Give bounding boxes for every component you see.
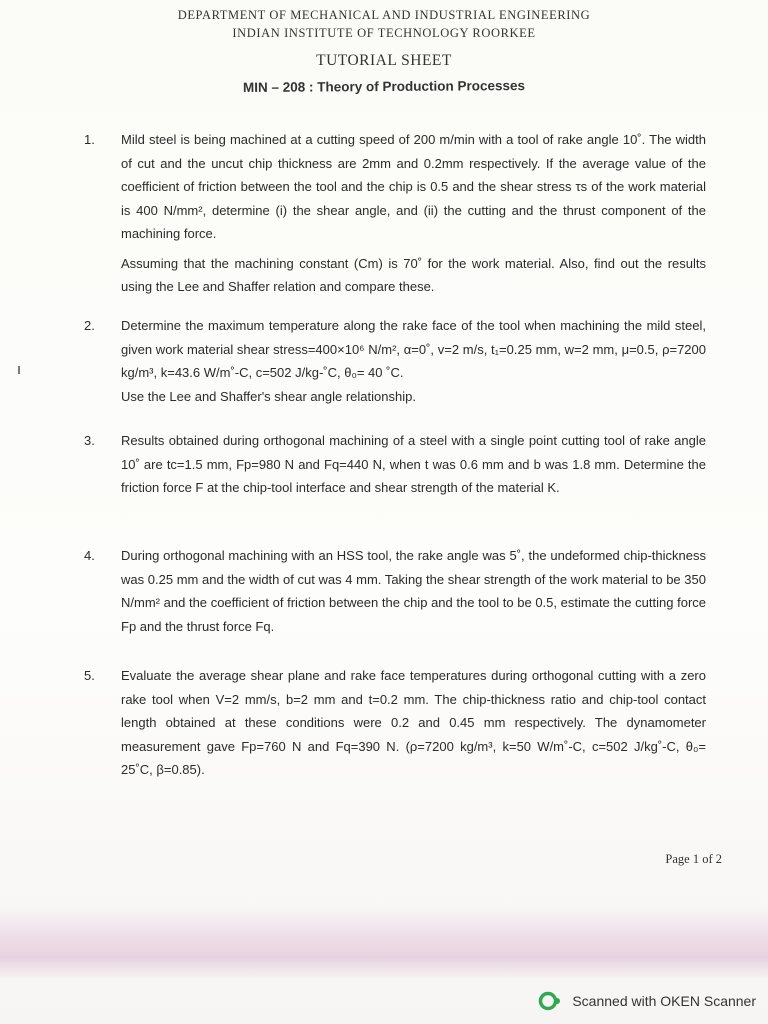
- question-paragraph: Evaluate the average shear plane and rake face temperatures during orthogonal cutting with a zero rake tool when V=2 mm/s, b=2 mm and t=0.2 mm. The chip-thickness ratio and chip-tool contact length obtained at these conditions were 0.2 and 0.45 mm respectively. The dynamometer measurement gave Fp=760 N and Fq=390 N. (ρ=7200 kg/m³, k=50 W/m˚-C, c=502 J/kg˚-C, θ₀= 25˚C, β=0.85).: [121, 668, 706, 777]
- question-paragraph: Use the Lee and Shaffer's shear angle relationship.: [121, 388, 416, 404]
- question-text: [121, 314, 706, 408]
- question-text: [121, 128, 706, 299]
- question-number: 2.: [84, 318, 95, 333]
- scanner-watermark: [538, 990, 756, 1012]
- question-paragraph: Mild steel is being machined at a cutting speed of 200 m/min with a tool of rake angle 10˚. The width of cut and the uncut chip thickness are 2mm and 0.2mm respectively. If the average value of the coefficient of friction between the tool and the chip is 0.5 and the shear stress τs of the work material is 400 N/mm², determine (i) the shear angle, and (ii) the cutting and the thrust component of the machining force.: [121, 132, 706, 241]
- page-number: Page 1 of 2: [665, 852, 722, 866]
- question-paragraph: Results obtained during orthogonal machining of a steel with a single point cutting tool of rake angle 10˚ are tc=1.5 mm, Fp=980 N and Fq=440 N, when t was 0.6 mm and b was 1.8 mm. Determine the friction force F at the chip-tool interface and shear strength of the material K.: [121, 433, 706, 495]
- scan-speck: [18, 366, 20, 374]
- oken-scanner-logo-icon: [538, 990, 562, 1012]
- question-number: 1.: [84, 132, 95, 147]
- question-text: [121, 544, 706, 638]
- scan-smudge: [0, 905, 768, 980]
- question-paragraph: During orthogonal machining with an HSS tool, the rake angle was 5˚, the undeformed chip-thickness was 0.25 mm and the width of cut was 4 mm. Taking the shear strength of the work material to be 350 N/mm² and the coefficient of friction between the chip and the tool to be 0.5, estimate the cutting force Fp and the thrust force Fq.: [121, 548, 706, 634]
- question-paragraph: Assuming that the machining constant (Cm) is 70˚ for the work material. Also, find out the results using the Lee and Shaffer relation and compare these.: [121, 255, 706, 294]
- question-number: 5.: [84, 668, 95, 683]
- question-text: [121, 429, 706, 500]
- department-heading: DEPARTMENT OF MECHANICAL AND INDUSTRIAL ENGINEERING: [177, 8, 591, 22]
- institute-heading: INDIAN INSTITUTE OF TECHNOLOGY ROORKEE: [232, 26, 536, 40]
- question-number: 4.: [84, 548, 95, 563]
- sheet-title: TUTORIAL SHEET: [316, 52, 452, 69]
- question-text: [121, 664, 706, 782]
- question-number: 3.: [84, 433, 95, 448]
- course-title: MIN – 208 : Theory of Production Processes: [242, 78, 526, 95]
- scanner-label: Scanned with OKEN Scanner: [572, 993, 756, 1009]
- question-paragraph: Determine the maximum temperature along the rake face of the tool when machining the mild steel, given work material shear stress=400×10⁶ N/m², α=0˚, v=2 m/s, t₁=0.25 mm, w=2 mm, μ=0.5, ρ=7200 kg/m³, k=43.6 W/m˚-C, c=502 J/kg-˚C, θ₀= 40 ˚C.: [121, 318, 706, 380]
